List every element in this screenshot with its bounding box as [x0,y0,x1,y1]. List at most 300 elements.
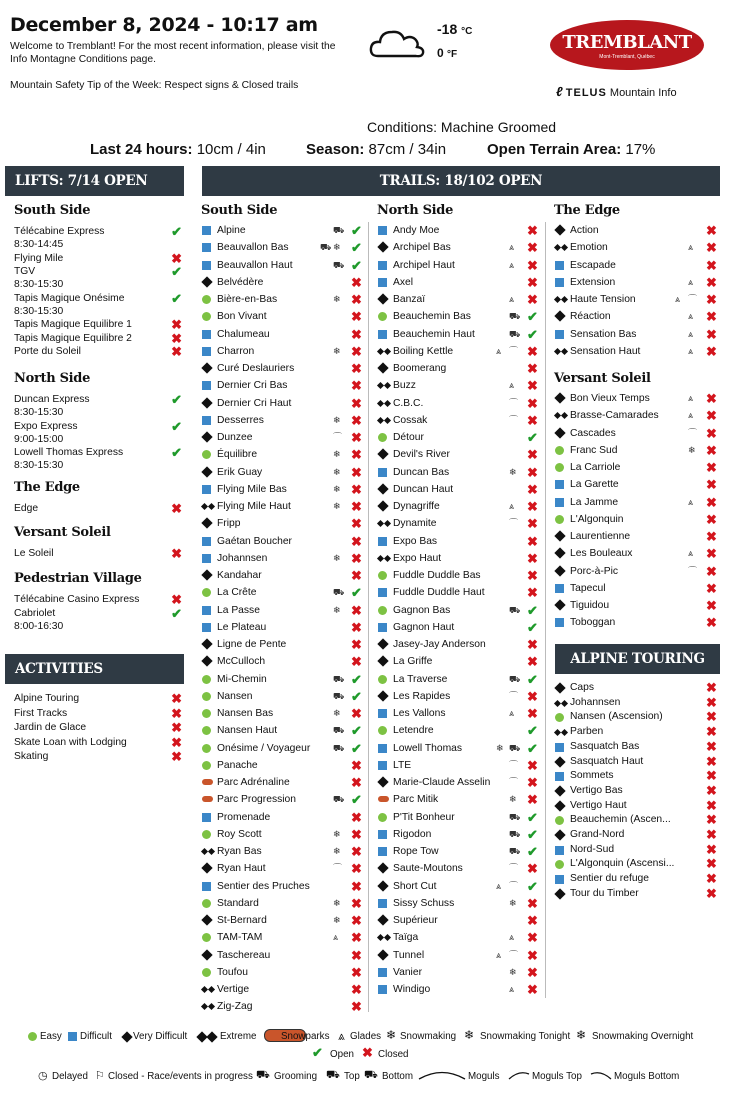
activity-row[interactable] [14,721,184,734]
closed-x-icon: ✖ [351,602,362,618]
grooming-icon: ⛟ [509,673,521,684]
closed-x-icon: ✖ [362,1045,373,1060]
very-difficult-icon [201,431,212,442]
trail-row[interactable] [377,774,540,791]
closed-x-icon: ✖ [351,982,362,997]
touring-row[interactable] [554,768,719,783]
trail-row[interactable] [201,964,364,981]
activity-row[interactable] [14,692,184,705]
ext-level-icon [555,239,567,256]
trail-row[interactable] [377,636,540,653]
trail-name: Parc Progression [217,794,296,806]
diff-level-icon [202,481,211,500]
closed-x-icon: ✖ [171,705,182,721]
easy-icon [202,744,211,753]
trail-name: Laurentienne [570,531,631,542]
trail-row[interactable] [201,602,364,619]
trail-row[interactable] [377,757,540,774]
trail-name: Duncan Bas [393,466,450,478]
grooming-icon: ⛟ [333,742,345,753]
diff-level-icon [378,895,387,914]
trail-row[interactable] [554,239,719,256]
closed-x-icon: ✖ [706,709,717,725]
trail-row[interactable] [377,257,540,274]
vd-level-icon [202,464,211,482]
safety-tip: Mountain Safety Tip of the Week: Respect signs & Closed trails [10,80,299,91]
open-check-icon: ✔ [171,290,182,306]
grooming-icon: ⛟ [333,725,345,736]
lift-row[interactable] [14,252,184,265]
trail-row[interactable] [377,981,540,998]
trail-name: Sentier des Pruches [217,880,310,892]
trail-row[interactable] [201,791,364,808]
last24-label: Last 24 hours: [90,141,193,158]
trail-row[interactable] [554,326,719,343]
lift-row[interactable] [14,607,184,633]
closed-x-icon: ✖ [706,694,717,710]
vd-level-icon [202,860,211,878]
diff-level-icon [378,964,387,983]
trail-name: Jasey-Jay Anderson [393,639,486,650]
trail-row[interactable] [554,407,719,424]
snowmaking-icon: ❄ [333,828,341,839]
vd-level-icon [555,563,564,581]
trail-row[interactable] [201,326,364,343]
trail-name: Short Cut [393,880,437,892]
trail-row[interactable] [377,274,540,291]
grooming-icon: ⛟ [333,259,345,270]
trail-row[interactable] [554,425,719,442]
trail-name: Mi-Chemin [217,673,267,685]
closed-x-icon: ✖ [351,481,362,497]
ext-level-icon [202,981,214,998]
diff-level-icon [555,326,564,345]
vd-level-icon [378,636,387,654]
trail-row[interactable] [377,653,540,670]
trail-row[interactable] [554,494,719,511]
closed-x-icon: ✖ [171,720,182,735]
lift-row[interactable] [14,318,184,331]
trail-name: Expo Haut [393,552,442,564]
easy-icon [202,933,211,942]
vd-level-icon [378,360,387,378]
open-check-icon: ✔ [527,309,538,325]
very-difficult-icon [377,500,388,511]
trail-name: Supérieur [393,915,438,926]
extreme-icon [561,729,568,736]
trail-row[interactable] [554,291,719,308]
snowmaking-icon: ❄ [496,742,504,753]
diff-level-icon [378,705,387,724]
trail-row[interactable] [201,481,364,498]
trail-name: Beauchemin Bas [393,311,471,323]
trail-row[interactable] [201,257,364,274]
vd-level-icon [202,360,211,378]
lift-row[interactable] [14,225,184,251]
glades-icon: ⩓ [509,932,515,943]
touring-name: Vertigo Bas [570,784,623,796]
ext-level-icon [202,498,214,515]
trail-row[interactable] [554,597,719,614]
closed-x-icon: ✖ [527,412,538,428]
glades-icon: ⩓ [688,242,694,253]
trail-row[interactable] [554,308,719,325]
park-level-icon [202,791,213,808]
very-difficult-icon [377,293,388,304]
lift-row[interactable] [14,593,184,606]
trail-row[interactable] [377,791,540,808]
easy-level-icon [202,584,211,603]
trail-row[interactable] [201,860,364,877]
closed-x-icon: ✖ [351,395,362,411]
open-check-icon: ✔ [351,240,362,256]
trail-name: Fripp [217,518,241,530]
logo-name: TREMBLANT [562,32,692,53]
trail-row[interactable] [377,498,540,515]
very-difficult-icon [201,656,212,667]
trail-row[interactable] [201,377,364,394]
easy-icon [555,463,564,472]
trail-row[interactable] [201,912,364,929]
closed-x-icon: ✖ [527,861,538,877]
touring-name: Grand-Nord [570,829,625,840]
trail-name: Chalumeau [217,328,270,340]
trail-row[interactable] [201,291,364,308]
touring-name: Caps [570,682,595,693]
trail-row[interactable] [201,446,364,463]
legend-very-difficult: Very Difficult [133,1031,188,1042]
trail-row[interactable] [377,619,540,636]
touring-row[interactable] [554,739,719,754]
trail-row[interactable] [201,515,364,532]
trail-row[interactable] [377,429,540,446]
cloud-icon [368,26,426,60]
trail-row[interactable] [201,498,364,515]
activity-row[interactable] [14,736,184,749]
trail-row[interactable] [201,895,364,912]
diff-level-icon [555,476,564,495]
trail-row[interactable] [554,274,719,291]
difficult-icon [378,278,387,287]
trail-row[interactable] [377,481,540,498]
touring-row[interactable] [554,871,719,886]
trail-name: Beauvallon Bas [217,242,289,254]
touring-row[interactable] [554,695,719,710]
vd-level-icon [378,481,387,499]
trail-row[interactable] [201,998,364,1015]
park-level-icon [202,774,213,791]
trail-row[interactable] [377,360,540,377]
trail-row[interactable] [201,722,364,739]
touring-row[interactable] [554,709,719,724]
trail-row[interactable] [554,563,719,580]
trail-row[interactable] [377,395,540,412]
snowmaking-icon: ❄ [333,708,341,718]
touring-row[interactable] [554,754,719,769]
trail-row[interactable] [201,360,364,377]
closed-x-icon: ✖ [351,947,362,963]
extreme-icon [561,244,568,251]
trail-row[interactable] [201,947,364,964]
glades-icon: ⩓ [338,1029,345,1043]
closed-x-icon: ✖ [351,274,362,290]
trail-row[interactable] [201,567,364,584]
trail-row[interactable] [201,412,364,429]
trail-name: Dernier Cri Haut [217,397,292,409]
trail-row[interactable] [377,688,540,705]
touring-row[interactable] [554,812,719,827]
trail-row[interactable] [377,567,540,584]
closed-x-icon: ✖ [706,841,717,857]
trail-row[interactable] [377,912,540,929]
trail-row[interactable] [377,947,540,964]
trail-name: St-Bernard [217,915,267,926]
extreme-icon [208,503,215,510]
easy-icon [202,588,211,597]
trail-row[interactable] [201,239,364,256]
trail-row[interactable] [377,722,540,739]
activity-row[interactable] [14,750,184,763]
ext-level-icon [378,343,390,360]
legend-row-1 [28,1029,718,1049]
lift-hours: 8:30-15:30 [14,305,64,317]
trail-row[interactable] [377,964,540,981]
trail-row[interactable] [201,929,364,946]
trail-row[interactable] [377,239,540,256]
very-difficult-icon [554,599,565,610]
trail-name: Roy Scott [217,828,262,840]
extreme-icon [561,296,568,303]
very-difficult-icon [554,548,565,559]
trail-row[interactable] [201,429,364,446]
trail-row[interactable] [554,614,719,631]
trail-row[interactable] [201,688,364,705]
closed-x-icon: ✖ [351,464,362,480]
trail-row[interactable] [377,705,540,722]
trail-row[interactable] [201,464,364,481]
closed-x-icon: ✖ [171,691,182,706]
lift-row[interactable] [14,265,184,291]
easy-icon [555,713,564,722]
trail-row[interactable] [201,878,364,895]
vd-level-icon [202,274,211,292]
closed-x-icon: ✖ [351,878,362,894]
trail-row[interactable] [201,343,364,360]
activity-row[interactable] [14,707,184,720]
lift-row[interactable] [14,345,184,358]
trail-row[interactable] [377,809,540,826]
trail-row[interactable] [201,740,364,757]
trail-row[interactable] [377,550,540,567]
touring-row[interactable] [554,783,719,798]
easy-level-icon [202,308,211,327]
trail-row[interactable] [377,533,540,550]
trail-row[interactable] [554,390,719,407]
trail-row[interactable] [554,343,719,360]
trail-row[interactable] [201,757,364,774]
lift-row[interactable] [14,332,184,345]
touring-row[interactable] [554,798,719,813]
trail-name: Andy Moe [393,225,440,236]
trail-row[interactable] [201,671,364,688]
trail-row[interactable] [201,653,364,670]
touring-row[interactable] [554,724,719,739]
closed-x-icon: ✖ [706,326,717,342]
grooming-icon: ⛟ [509,828,521,839]
closed-x-icon: ✖ [351,861,362,877]
trail-name: Charron [217,345,255,357]
lift-row[interactable] [14,502,184,515]
vd-level-icon [555,308,564,326]
very-difficult-icon [377,638,388,649]
trail-name: La Passe [217,604,260,616]
trail-row[interactable] [554,511,719,528]
closed-x-icon: ✖ [351,619,362,635]
trail-row[interactable] [201,705,364,722]
trail-name: Fuddle Duddle Bas [393,570,481,581]
touring-row[interactable] [554,680,719,695]
trail-row[interactable] [377,464,540,481]
trail-name: Bon Vivant [217,311,267,323]
ext-level-icon [555,407,567,424]
trail-name: LTE [393,759,412,771]
trail-row[interactable] [554,442,719,459]
grooming-top-icon: ⛟ [326,1069,340,1081]
trail-row[interactable] [201,826,364,843]
trail-row[interactable] [554,459,719,476]
trail-row[interactable] [201,636,364,653]
trail-name: Axel [393,276,414,288]
trail-row[interactable] [201,584,364,601]
trail-row[interactable] [377,584,540,601]
trail-name: Nansen [217,690,253,702]
very-difficult-icon [201,569,212,580]
touring-row[interactable] [554,842,719,857]
open-check-icon: ✔ [527,723,538,739]
trail-name: La Carriole [570,462,621,473]
trail-row[interactable] [554,257,719,274]
trail-name: L'Algonquin [570,513,624,525]
lift-row[interactable] [14,446,184,472]
easy-icon [378,813,387,822]
trail-row[interactable] [377,860,540,877]
difficult-icon [555,480,564,489]
trail-row[interactable] [201,843,364,860]
trail-row[interactable] [201,533,364,550]
closed-x-icon: ✖ [706,511,717,527]
snowmaking-icon: ❄ [333,483,341,494]
trail-row[interactable] [554,545,719,562]
closed-x-icon: ✖ [706,546,717,562]
trail-row[interactable] [377,515,540,532]
trail-row[interactable] [377,843,540,860]
trail-row[interactable] [377,740,540,757]
closed-x-icon: ✖ [527,240,538,256]
extreme-icon [201,1003,208,1010]
very-difficult-icon [201,362,212,373]
difficult-icon [555,584,564,593]
trail-row[interactable] [554,580,719,597]
touring-row[interactable] [554,827,719,842]
trail-row[interactable] [554,222,719,239]
glades-icon: ⩓ [509,984,515,994]
trail-name: Windigo [393,984,431,995]
touring-row[interactable] [554,856,719,871]
closed-x-icon: ✖ [527,343,538,359]
trail-row[interactable] [377,878,540,895]
trail-row[interactable] [377,308,540,325]
snowpark-icon [202,796,213,802]
closed-x-icon: ✖ [351,378,362,394]
trail-row[interactable] [201,274,364,291]
trail-row[interactable] [377,222,540,239]
trail-row[interactable] [377,343,540,360]
lift-row[interactable] [14,393,184,419]
trail-row[interactable] [377,291,540,308]
closed-x-icon: ✖ [527,223,538,238]
easy-level-icon [202,705,211,724]
lift-row[interactable] [14,547,184,560]
trail-name: Belvédère [217,276,264,288]
open-check-icon: ✔ [171,418,182,434]
very-difficult-icon [377,880,388,891]
trail-row[interactable] [377,671,540,688]
diff-level-icon [202,257,211,276]
trail-row[interactable] [201,774,364,791]
trail-row[interactable] [554,476,719,493]
moguls-icon: ⌒ [509,414,519,425]
trail-row[interactable] [377,446,540,463]
trail-row[interactable] [201,809,364,826]
trail-row[interactable] [201,222,364,239]
open-check-icon: ✔ [312,1045,323,1060]
glades-icon: ⩓ [688,393,694,403]
closed-x-icon: ✖ [527,481,538,497]
lift-row[interactable] [14,292,184,318]
trail-row[interactable] [377,326,540,343]
trail-row[interactable] [377,412,540,429]
closed-x-icon: ✖ [171,592,182,607]
lift-name: Tapis Magique Equilibre 2 [14,332,132,344]
touring-row[interactable] [554,886,719,901]
difficult-icon [555,743,564,752]
trail-row[interactable] [201,619,364,636]
trail-row[interactable] [201,308,364,325]
closed-x-icon: ✖ [706,615,717,631]
trail-row[interactable] [201,395,364,412]
diff-level-icon [202,550,211,569]
trail-name: Dynamite [393,518,437,530]
difficult-icon [202,537,211,546]
moguls-icon: ⌒ [509,777,519,787]
legend-difficult: Difficult [80,1031,112,1042]
trail-row[interactable] [377,929,540,946]
trail-row[interactable] [201,550,364,567]
open-check-icon: ✔ [171,445,182,460]
closed-x-icon: ✖ [706,477,717,493]
trail-row[interactable] [554,528,719,545]
trail-row[interactable] [377,826,540,843]
trail-row[interactable] [377,895,540,912]
closed-x-icon: ✖ [527,499,538,514]
trail-row[interactable] [201,981,364,998]
vd-level-icon [202,912,211,930]
lift-row[interactable] [14,420,184,446]
trail-row[interactable] [377,377,540,394]
trail-row[interactable] [377,602,540,619]
easy-level-icon [202,895,211,914]
lift-name: Lowell Thomas Express [14,447,124,458]
